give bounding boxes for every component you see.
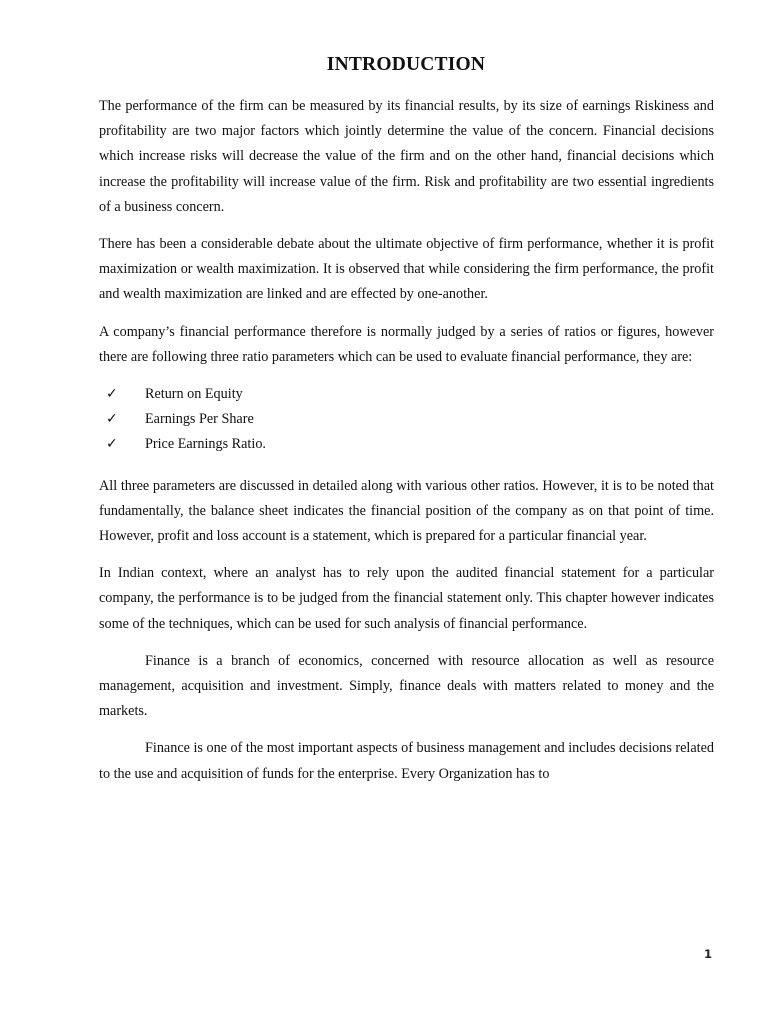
page-title: INTRODUCTION [326, 54, 486, 75]
paragraph: The performance of the firm can be measured by its financial results, by its size of earnings Riskiness and profitability are two major factors which jointly determine the value of the concern. Financial decisions which increase risks will decrease the value of the firm and on the other hand, financial decisions which increase the profitability will increase value of the firm. Risk and profitability are two essential ingredients of a business concern. [99, 98, 714, 215]
paragraph: A company’s financial performance therefore is normally judged by a series of ratios or figures, however there are following three ratio parameters which can be used to evaluate financial performance, they are: [99, 323, 714, 365]
ratio-checklist [99, 382, 714, 458]
check-mark-icon: ✓ [106, 386, 118, 403]
list-item [99, 407, 714, 432]
list-item [99, 382, 714, 407]
check-mark-icon: ✓ [106, 411, 118, 428]
paragraph: All three parameters are discussed in detailed along with various other ratios. However, it is to be noted that fundamentally, the balance sheet indicates the financial position of the company as on that point of time. However, profit and loss account is a statement, which is prepared for a particular financial year. [99, 477, 714, 545]
list-item-label: Earnings Per Share [145, 411, 254, 428]
paragraph: There has been a considerable debate about the ultimate objective of firm performance, whether it is profit maximization or wealth maximization. It is observed that while considering the firm performance, the profit and wealth maximization are linked and are effected by one-another. [99, 236, 714, 303]
list-item [99, 432, 714, 457]
list-item-label: Price Earnings Ratio. [145, 436, 266, 453]
list-item-label: Return on Equity [145, 386, 243, 403]
paragraph: Finance is a branch of economics, concerned with resource allocation as well as resource management, acquisition and investment. Simply, finance deals with matters related to money and the markets. [99, 652, 714, 720]
check-mark-icon: ✓ [106, 436, 118, 453]
paragraph: Finance is one of the most important aspects of business management and includes decisions related to the use and acquisition of funds for the enterprise. Every Organization has to [99, 740, 714, 782]
paragraph: In Indian context, where an analyst has to rely upon the audited financial statement for a particular company, the performance is to be judged from the financial statement only. This chapter however indicates some of the techniques, which can be used for such analysis of financial performance. [99, 565, 714, 632]
document-body [99, 94, 714, 799]
page-number: 1 [704, 947, 713, 961]
